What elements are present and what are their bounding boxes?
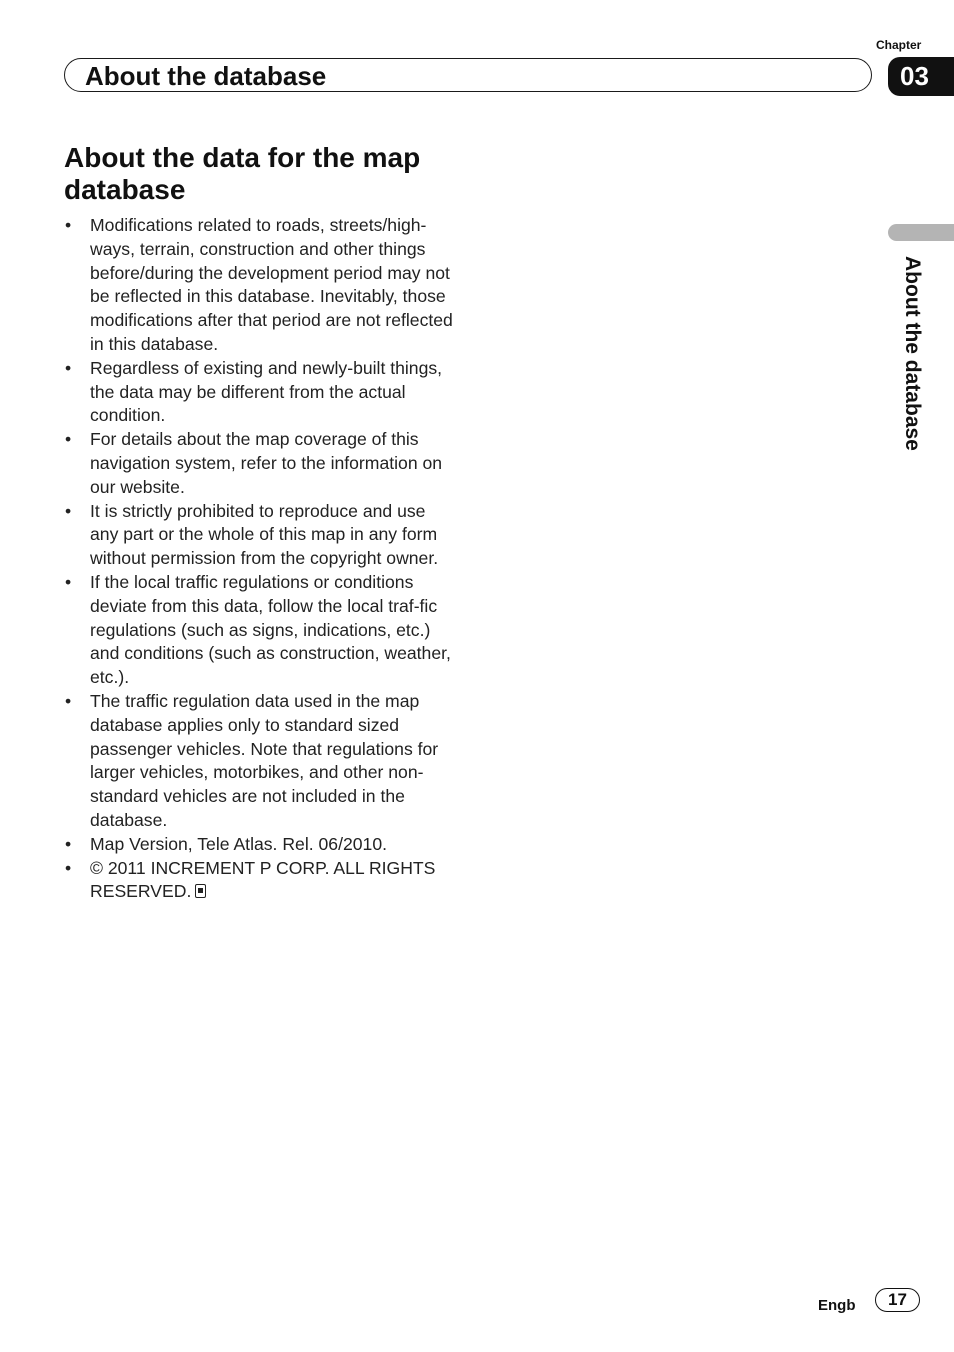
chapter-number-badge: 03 (888, 57, 954, 96)
list-item (64, 214, 456, 357)
list-item-text: The traffic regulation data used in the map database applies only to standard sized passenger vehicles. Note that regulations for larger vehicles, motorbikes, and other non-standard vehicles are not included in the database. (90, 690, 439, 830)
list-item (64, 571, 456, 690)
list-item (64, 428, 456, 499)
chapter-header-bar (64, 58, 872, 92)
list-item (64, 690, 456, 833)
chapter-label: Chapter (876, 38, 922, 52)
list-item (64, 357, 456, 428)
list-item-text: Modifications related to roads, streets/high-ways, terrain, construction and other things before/during the development period may not be reflected in this database. Inevitably, those modifications after that period are not reflected in this database. (90, 215, 453, 354)
list-item-text: © 2011 INCREMENT P CORP. ALL RIGHTS RESERVED. (90, 857, 436, 902)
language-code: Engb (818, 1297, 856, 1314)
list-item (64, 857, 456, 905)
section-title: About the data for the map database (64, 142, 421, 205)
list-item-text: For details about the map coverage of this navigation system, refer to the information on our website. (90, 429, 443, 497)
list-item-text: Map Version, Tele Atlas. Rel. 06/2010. (90, 833, 387, 854)
list-item (64, 500, 456, 571)
side-tab-label: About the database (901, 256, 924, 451)
list-item (64, 833, 456, 857)
header-title: About the database (85, 61, 327, 91)
end-of-section-icon (195, 884, 206, 898)
list-item-text: If the local traffic regulations or conditions deviate from this data, follow the local traf-fic regulations (such as signs, indications, etc.) and conditions (such as construction, weather, etc.). (90, 571, 451, 688)
side-tab-marker (888, 224, 954, 241)
list-item-text: Regardless of existing and newly-built things, the data may be different from the actual condition. (90, 357, 443, 426)
bullet-list (64, 214, 456, 904)
page-number: 17 (875, 1288, 920, 1312)
list-item-text: It is strictly prohibited to reproduce and use any part or the whole of this map in any form without permission from the copyright owner. (90, 500, 439, 569)
